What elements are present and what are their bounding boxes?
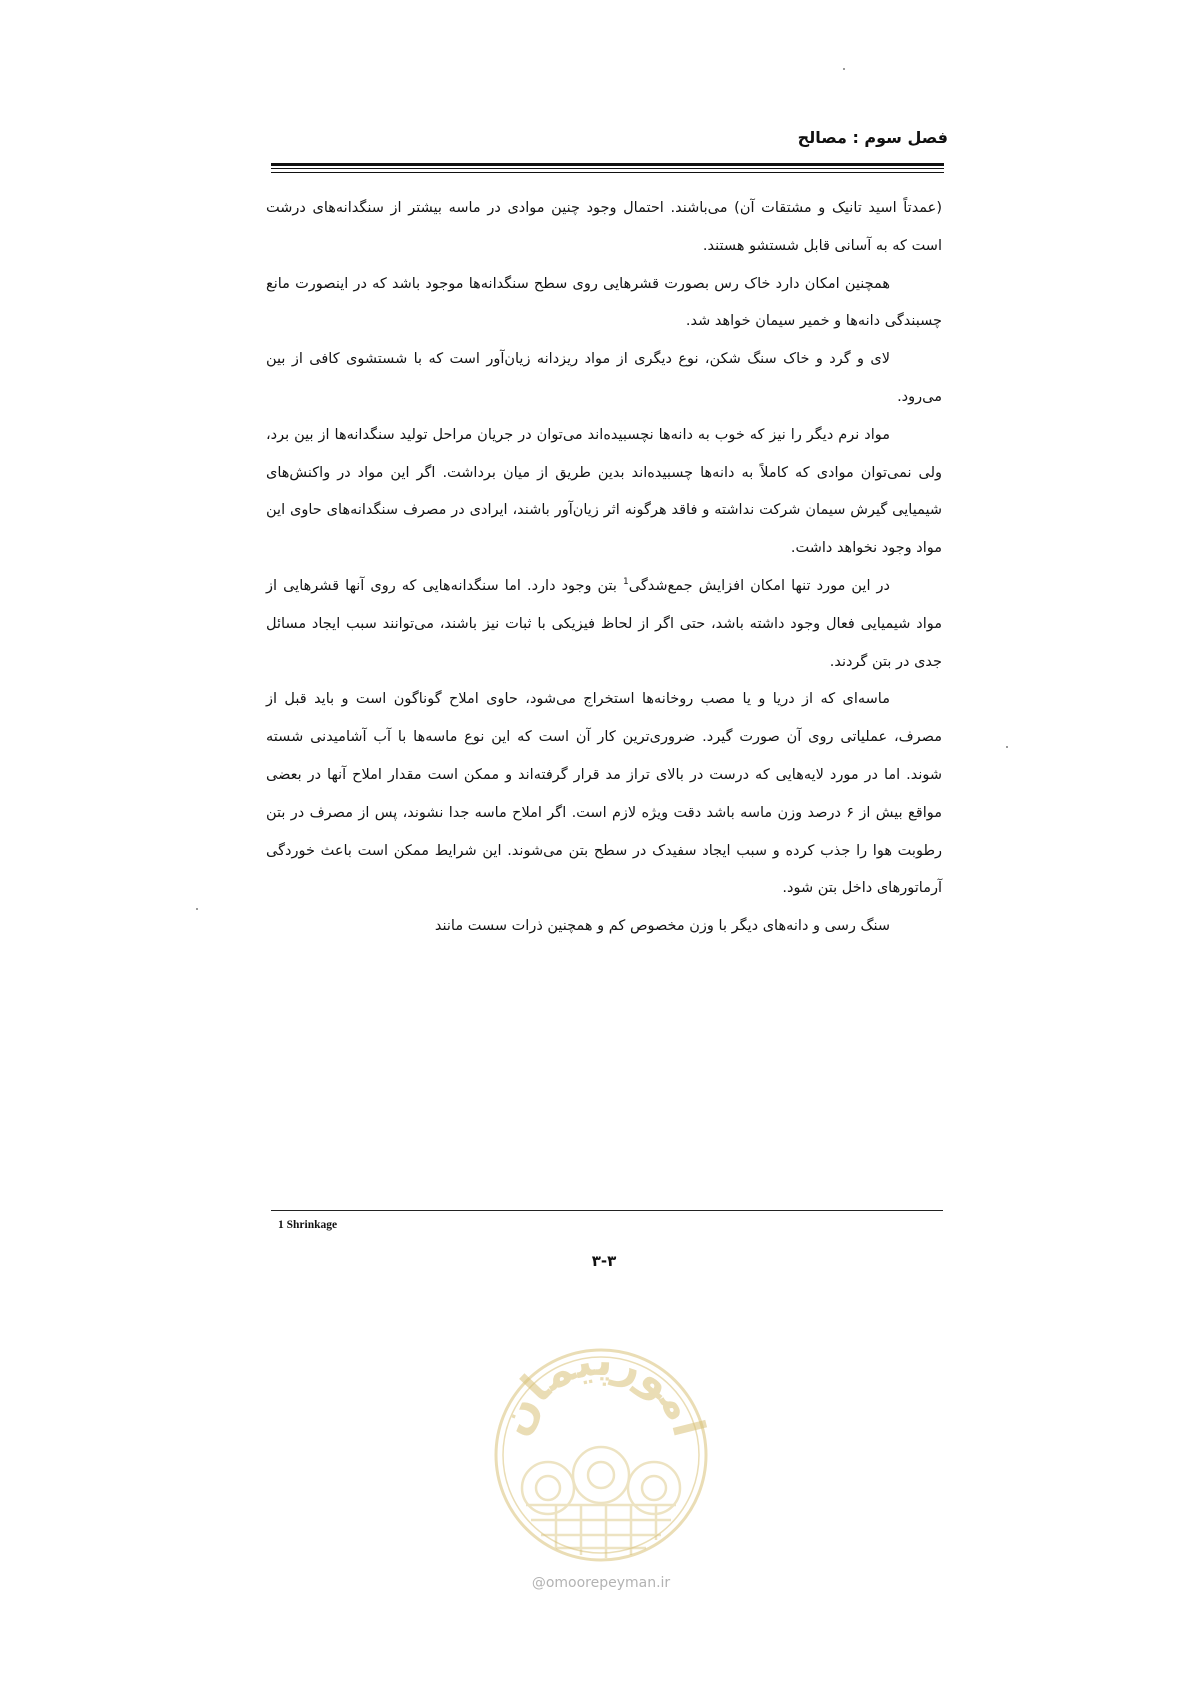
- footnote: 1 Shrinkage: [278, 1219, 338, 1231]
- paragraph-text: همچنین امکان دارد خاک رس بصورت قشرهایی روی سطح سنگدانه‌ها موجود باشد که در اینصورت مانع چسبندگی دانه‌ها و خمیر سیمان خواهد شد.: [266, 275, 942, 330]
- header-rule-thin: [271, 168, 944, 169]
- watermark-logo: [486, 1340, 716, 1570]
- paragraph: [266, 190, 942, 266]
- svg-text:امورپیمان: [488, 1340, 715, 1443]
- paragraph-text: لای و گرد و خاک سنگ شکن، نوع دیگری از مواد ریزدانه زیان‌آور است که با شستشوی کافی از بین می‌رود.: [266, 351, 942, 405]
- scan-speck: [1006, 746, 1008, 748]
- chapter-header: فصل سوم : مصالح: [797, 128, 948, 147]
- paragraph: [266, 266, 942, 342]
- paragraph-text: مواد نرم دیگر را نیز که خوب به دانه‌ها نچسبیده‌اند می‌توان در جریان مراحل تولید سنگدانه‌ها از بین برد، ولی نمی‌توان موادی که کاملاً به دانه‌ها چسبیده‌اند بدین طریق از میان برداشت. اگر این مواد در واکنش‌های شیمیایی گیرش سیمان شرکت نداشته و فاقد هرگونه اثر زیان‌آور باشند، ایرادی در مصرف سنگدانه‌های حاوی این مواد وجود نخواهد داشت.: [266, 426, 942, 557]
- scan-speck: [843, 68, 845, 70]
- paragraph-text: (عمدتاً اسید تانیک و مشتقات آن) می‌باشند. احتمال وجود چنین موادی در ماسه بیشتر از سنگدانه‌های درشت است که به آسانی قابل شستشو هستند.: [266, 200, 942, 254]
- page-number: ۳-۳: [591, 1252, 617, 1270]
- header-rule-thick: [271, 163, 944, 166]
- header-rule-thin: [271, 172, 944, 173]
- paragraph-text: بتن وجود دارد. اما سنگدانه‌هایی که روی آنها قشرهایی از مواد شیمیایی فعال وجود داشته باشد، حتی اگر از لحاظ فیزیکی با ثبات نیز باشند، می‌توانند سبب ایجاد مسائل جدی در بتن گردند.: [266, 577, 942, 670]
- paragraph-text: در این مورد تنها امکان افزایش جمع‌شدگی: [628, 577, 890, 594]
- paragraph: [266, 681, 942, 908]
- paragraph: [266, 568, 942, 681]
- paragraph: [266, 417, 942, 568]
- body-text: [266, 190, 942, 946]
- footnote-rule: [271, 1210, 943, 1211]
- footnote-marker: 1: [623, 577, 629, 588]
- watermark-url: @omoorepeyman.ir: [531, 1575, 671, 1591]
- paragraph-text: ماسه‌ای که از دریا و یا مصب روخانه‌ها استخراج می‌شود، حاوی املاح گوناگون است و باید قبل از مصرف، عملیاتی روی آن صورت گیرد. ضروری‌ترین کار آن است که این نوع ماسه‌ها با آب آشامیدنی شسته شوند. اما در مورد لایه‌هایی که درست در بالای تراز مد قرار گرفته‌اند و ممکن است مقدار املاح آنها در بعضی مواقع بیش از ۶ درصد وزن ماسه باشد دقت ویژه لازم است. اگر املاح ماسه جدا نشوند، پس از مصرف در بتن رطوبت هوا را جذب کرده و سبب ایجاد سفیدک در سطح بتن می‌شوند. این شرایط ممکن است باعث خوردگی آرماتورهای داخل بتن شود.: [266, 691, 942, 897]
- paragraph-text: سنگ رسی و دانه‌های دیگر با وزن مخصوص کم و همچنین ذرات سست مانند: [434, 918, 890, 935]
- watermark-logo-text: امورپیمان: [487, 1340, 715, 1443]
- paragraph: [266, 341, 942, 417]
- scan-speck: [196, 908, 198, 910]
- paragraph: [266, 908, 942, 946]
